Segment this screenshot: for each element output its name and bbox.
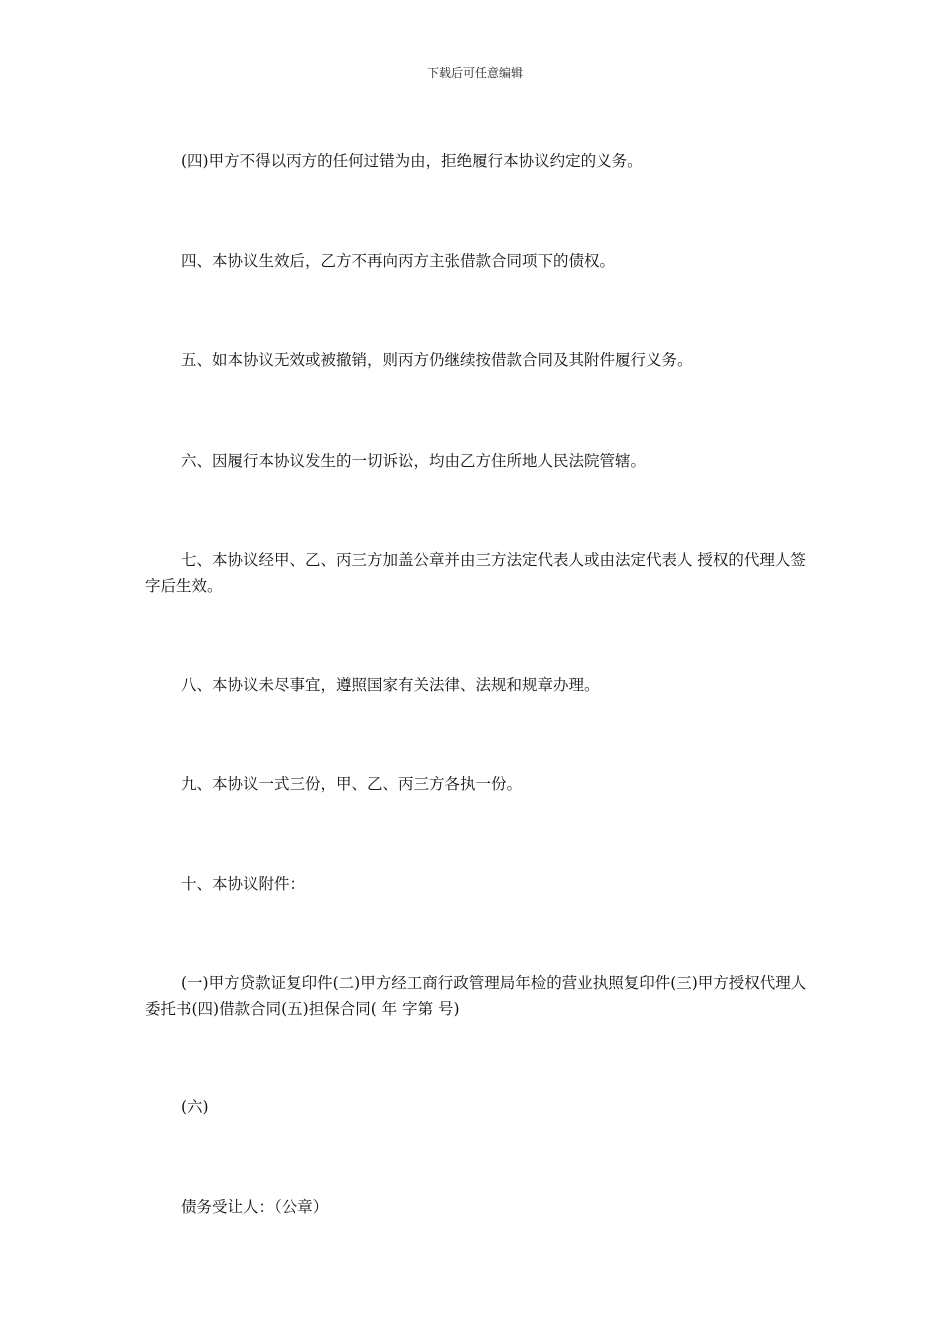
paragraph-clause-five: 五、如本协议无效或被撤销，则丙方仍继续按借款合同及其附件履行义务。 [181,351,693,369]
paragraph-clause-four: 四、本协议生效后，乙方不再向丙方主张借款合同项下的债权。 [181,252,616,270]
paragraph-clause-six: 六、因履行本协议发生的一切诉讼，均由乙方住所地人民法院管辖。 [181,452,647,470]
paragraph-clause-seven: 七、本协议经甲、乙、丙三方加盖公章并由三方法定代表人或由法定代表人 授权的代理人签字后生效。 [145,551,806,595]
paragraph-clause-eight: 八、本协议未尽事宜，遵照国家有关法律、法规和规章办理。 [181,676,600,694]
paragraph-assignee-seal: 债务受让人：（公章） [181,1198,329,1216]
paragraph-attachments-list: (一)甲方贷款证复印件(二)甲方经工商行政管理局年检的营业执照复印件(三)甲方授权代理人委托书(四)借款合同(五)担保合同( 年 字第 号) [145,974,807,1018]
paragraph-attachment-six: (六) [181,1098,209,1116]
paragraph-clause-nine: 九、本协议一式三份，甲、乙、丙三方各执一份。 [181,775,523,793]
page-header: 下载后可任意编辑 [426,66,523,80]
paragraph-clause-ten: 十、本协议附件： [181,875,306,893]
paragraph-clause-4-4: (四)甲方不得以丙方的任何过错为由，拒绝履行本协议约定的义务。 [181,152,643,170]
